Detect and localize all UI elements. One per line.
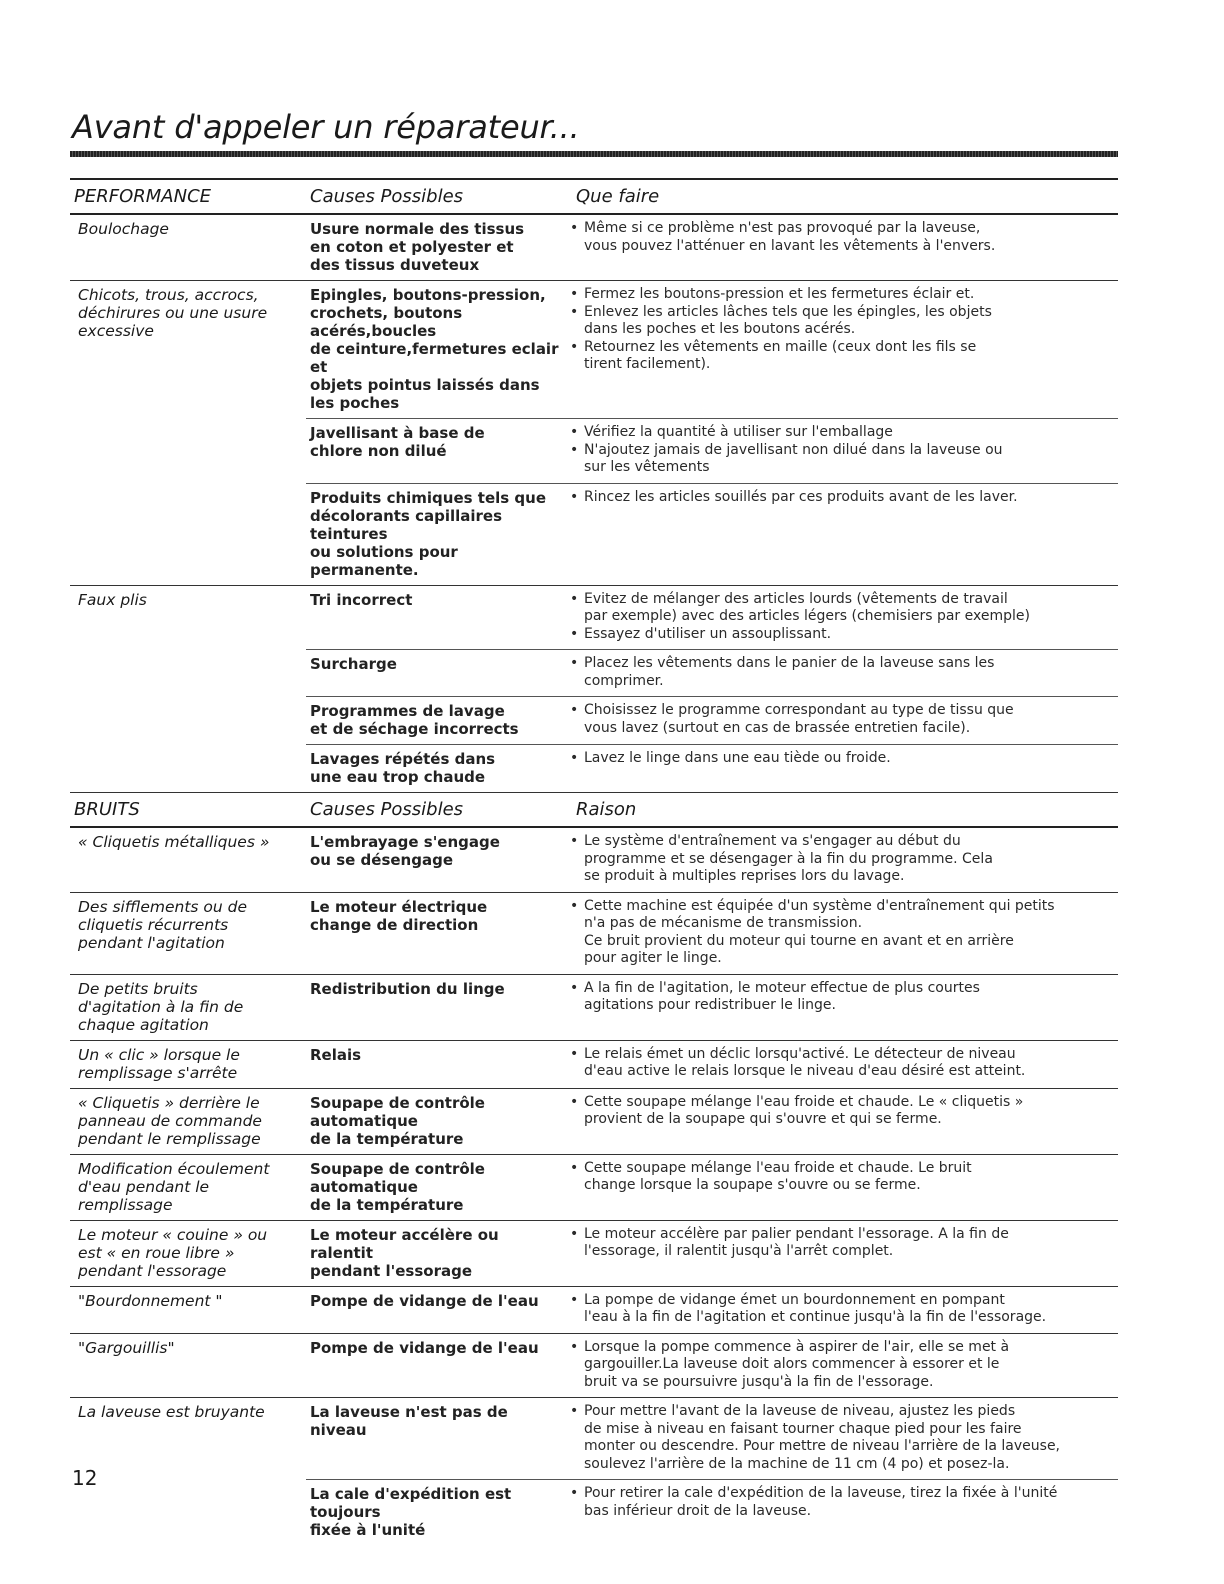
fix-list xyxy=(564,484,1118,585)
fix-list xyxy=(564,828,1118,892)
fix-list xyxy=(564,281,1118,418)
fix-item: • Evitez de mélanger des articles lourds (vêtements de travail par exemple) avec des articles légers (chemisiers par exemple) xyxy=(568,591,1114,626)
fix-list xyxy=(564,586,1118,650)
cause-text: Usure normale des tissus en coton et polyester et des tissus duveteux xyxy=(310,220,525,274)
fix-list xyxy=(564,1041,1118,1087)
fix-item: • La pompe de vidange émet un bourdonnement en pompant l'eau à la fin de l'agitation et continue jusqu'à la fin de l'essorage. xyxy=(568,1292,1114,1327)
problem-label: Faux plis xyxy=(78,590,147,609)
problem-group xyxy=(70,1287,1118,1334)
problem-group xyxy=(70,1398,1118,1545)
cause-row xyxy=(306,215,1118,280)
problem-group xyxy=(70,1221,1118,1287)
problem-label: "Bourdonnement " xyxy=(78,1291,223,1310)
causes-header: Causes Possibles xyxy=(310,186,464,207)
fix-list xyxy=(564,1287,1118,1333)
fix-item: • Fermez les boutons-pression et les fermetures éclair et. xyxy=(568,286,1114,304)
fix-list xyxy=(564,1089,1118,1154)
section-header xyxy=(70,793,1118,828)
cause-list xyxy=(306,1334,1118,1398)
cause-text: Relais xyxy=(310,1045,362,1064)
fix-list xyxy=(564,1480,1118,1545)
problem-group xyxy=(70,281,1118,586)
fix-item: • Placez les vêtements dans le panier de la laveuse sans les comprimer. xyxy=(568,655,1114,690)
problem-label: Un « clic » lorsque le remplissage s'arrête xyxy=(78,1045,240,1082)
cause-row xyxy=(306,1334,1118,1398)
cause-list xyxy=(306,215,1118,280)
troubleshooting-table xyxy=(70,178,1118,1545)
cause-row xyxy=(306,828,1118,892)
fix-item: • Retournez les vêtements en maille (ceux dont les fils se tirent facilement). xyxy=(568,339,1114,374)
problem-label: « Cliquetis métalliques » xyxy=(78,833,270,851)
problem-label: Boulochage xyxy=(78,220,169,238)
cause-list xyxy=(306,1089,1118,1154)
problem-group xyxy=(70,1041,1118,1089)
fix-list xyxy=(564,419,1118,483)
fix-item: • Choisissez le programme correspondant au type de tissu que vous lavez (surtout en cas de brassée entretien facile). xyxy=(568,702,1114,737)
fix-list xyxy=(564,650,1118,696)
problem-label: Chicots, trous, accrocs, déchirures ou une usure excessive xyxy=(78,286,268,340)
problem-group xyxy=(70,828,1118,893)
section-title: BRUITS xyxy=(74,799,140,820)
problem-label: "Gargouillis" xyxy=(78,1338,175,1357)
cause-list xyxy=(306,586,1118,793)
problem-group xyxy=(70,1334,1118,1399)
cause-text: Le moteur accélère ou ralentit pendant l'essorage xyxy=(310,1225,499,1280)
cause-list xyxy=(306,828,1118,892)
problem-label: « Cliquetis » derrière le panneau de commande pendant le remplissage xyxy=(78,1093,262,1148)
cause-text: L'embrayage s'engage ou se désengage xyxy=(310,833,500,869)
cause-text: Soupape de contrôle automatique de la température xyxy=(310,1093,485,1148)
action-header: Raison xyxy=(576,799,637,820)
cause-list xyxy=(306,1155,1118,1220)
cause-row xyxy=(306,1089,1118,1154)
cause-list xyxy=(306,1287,1118,1333)
fix-list xyxy=(564,1155,1118,1220)
fix-item: • Lavez le linge dans une eau tiède ou froide. xyxy=(568,750,1114,768)
problem-label: La laveuse est bruyante xyxy=(78,1403,265,1421)
fix-item: • Rincez les articles souillés par ces produits avant de les laver. xyxy=(568,489,1114,507)
cause-row xyxy=(306,484,1118,585)
page-title: Avant d'appeler un réparateur... xyxy=(72,108,580,146)
problem-label: Le moteur « couine » ou est « en roue libre » pendant l'essorage xyxy=(78,1225,268,1280)
fix-item: • N'ajoutez jamais de javellisant non dilué dans la laveuse ou sur les vêtements xyxy=(568,442,1114,477)
cause-row xyxy=(306,975,1118,1021)
problem-group xyxy=(70,586,1118,794)
cause-text: La laveuse n'est pas de niveau xyxy=(310,1403,508,1439)
cause-text: Pompe de vidange de l'eau xyxy=(310,1291,539,1310)
fix-item: • Cette machine est équipée d'un système d'entraînement qui petits n'a pas de mécanisme de transmission. Ce bruit provient du moteur qui tourne en avant et en arrière pour agiter le linge. xyxy=(568,898,1114,968)
fix-item: • Pour mettre l'avant de la laveuse de niveau, ajustez les pieds de mise à niveau en faisant tourner chaque pied pour les faire monter ou descendre. Pour mettre de niveau l'arrière de la laveuse, soulevez l'arrière de la machine de 11 cm (4 po) et posez-la. xyxy=(568,1403,1114,1473)
fix-item: • Essayez d'utiliser un assouplissant. xyxy=(568,626,1114,644)
cause-text: Produits chimiques tels que décolorants capillaires teintures ou solutions pour permanente. xyxy=(310,488,547,579)
fix-list xyxy=(564,893,1118,974)
cause-row xyxy=(306,1398,1118,1480)
fix-item: • Le relais émet un déclic lorsqu'activé. Le détecteur de niveau d'eau active le relais lorsque le niveau d'eau désiré est atteint. xyxy=(568,1046,1114,1081)
cause-list xyxy=(306,1041,1118,1088)
problem-label: Modification écoulement d'eau pendant le remplissage xyxy=(78,1159,270,1214)
fix-item: • Enlevez les articles lâches tels que les épingles, les objets dans les poches et les boutons acérés. xyxy=(568,304,1114,339)
cause-text: Redistribution du linge xyxy=(310,979,505,998)
fix-list xyxy=(564,697,1118,744)
cause-text: Lavages répétés dans une eau trop chaude xyxy=(310,750,496,786)
cause-text: Javellisant à base de chlore non dilué xyxy=(310,424,485,460)
cause-row xyxy=(306,419,1118,484)
cause-text: Surcharge xyxy=(310,655,397,673)
cause-row xyxy=(306,1041,1118,1087)
cause-list xyxy=(306,975,1118,1040)
fix-item: • Cette soupape mélange l'eau froide et chaude. Le « cliquetis » provient de la soupape qui s'ouvre et qui se ferme. xyxy=(568,1094,1114,1129)
problem-label: De petits bruits d'agitation à la fin de chaque agitation xyxy=(78,979,244,1034)
cause-list xyxy=(306,893,1118,974)
cause-row xyxy=(306,1480,1118,1545)
fix-item: • Le moteur accélère par palier pendant l'essorage. A la fin de l'essorage, il ralentit jusqu'à l'arrêt complet. xyxy=(568,1226,1114,1261)
fix-item: • Pour retirer la cale d'expédition de la laveuse, tirez la fixée à l'unité bas inférieur droit de la laveuse. xyxy=(568,1485,1114,1520)
cause-list xyxy=(306,1221,1118,1286)
section-header xyxy=(70,180,1118,215)
cause-row xyxy=(306,650,1118,697)
fix-item: • Vérifiez la quantité à utiliser sur l'emballage xyxy=(568,424,1114,442)
cause-text: Le moteur électrique change de direction xyxy=(310,897,488,934)
fix-list xyxy=(564,215,1118,280)
cause-row xyxy=(306,697,1118,745)
cause-list xyxy=(306,1398,1118,1545)
problem-group xyxy=(70,215,1118,281)
fix-item: • A la fin de l'agitation, le moteur effectue de plus courtes agitations pour redistribuer le linge. xyxy=(568,980,1114,1015)
title-rule xyxy=(70,151,1118,157)
section-title: PERFORMANCE xyxy=(74,186,212,207)
cause-text: Programmes de lavage et de séchage incorrects xyxy=(310,702,519,738)
problem-group xyxy=(70,893,1118,975)
cause-row xyxy=(306,586,1118,651)
cause-row xyxy=(306,281,1118,419)
cause-list xyxy=(306,281,1118,585)
fix-list xyxy=(564,1334,1118,1398)
cause-row xyxy=(306,1155,1118,1220)
problem-group xyxy=(70,1155,1118,1221)
cause-text: Soupape de contrôle automatique de la température xyxy=(310,1159,485,1214)
problem-label: Des sifflements ou de cliquetis récurrents pendant l'agitation xyxy=(78,897,248,952)
fix-list xyxy=(564,1398,1118,1479)
action-header: Que faire xyxy=(576,186,660,207)
cause-text: Epingles, boutons-pression, crochets, boutons acérés,boucles de ceinture,fermetures eclair et objets pointus laissés dans les poches xyxy=(310,286,559,412)
cause-text: La cale d'expédition est toujours fixée à l'unité xyxy=(310,1485,512,1539)
causes-header: Causes Possibles xyxy=(310,799,464,820)
cause-row xyxy=(306,1287,1118,1333)
cause-row xyxy=(306,893,1118,974)
fix-item: • Même si ce problème n'est pas provoqué par la laveuse, vous pouvez l'atténuer en lavant les vêtements à l'envers. xyxy=(568,220,1114,255)
page-number: 12 xyxy=(72,1466,98,1490)
problem-group xyxy=(70,975,1118,1041)
fix-list xyxy=(564,745,1118,792)
cause-text: Pompe de vidange de l'eau xyxy=(310,1338,539,1357)
fix-list xyxy=(564,1221,1118,1286)
problem-group xyxy=(70,1089,1118,1155)
fix-item: • Le système d'entraînement va s'engager au début du programme et se désengager à la fin du programme. Cela se produit à multiples reprises lors du lavage. xyxy=(568,833,1114,886)
cause-row xyxy=(306,1221,1118,1286)
cause-row xyxy=(306,745,1118,792)
fix-list xyxy=(564,975,1118,1021)
fix-item: • Cette soupape mélange l'eau froide et chaude. Le bruit change lorsque la soupape s'ouvre ou se ferme. xyxy=(568,1160,1114,1195)
fix-item: • Lorsque la pompe commence à aspirer de l'air, elle se met à gargouiller.La laveuse doit alors commencer à essorer et le bruit va se poursuivre jusqu'à la fin de l'essorage. xyxy=(568,1339,1114,1392)
cause-text: Tri incorrect xyxy=(310,590,413,609)
